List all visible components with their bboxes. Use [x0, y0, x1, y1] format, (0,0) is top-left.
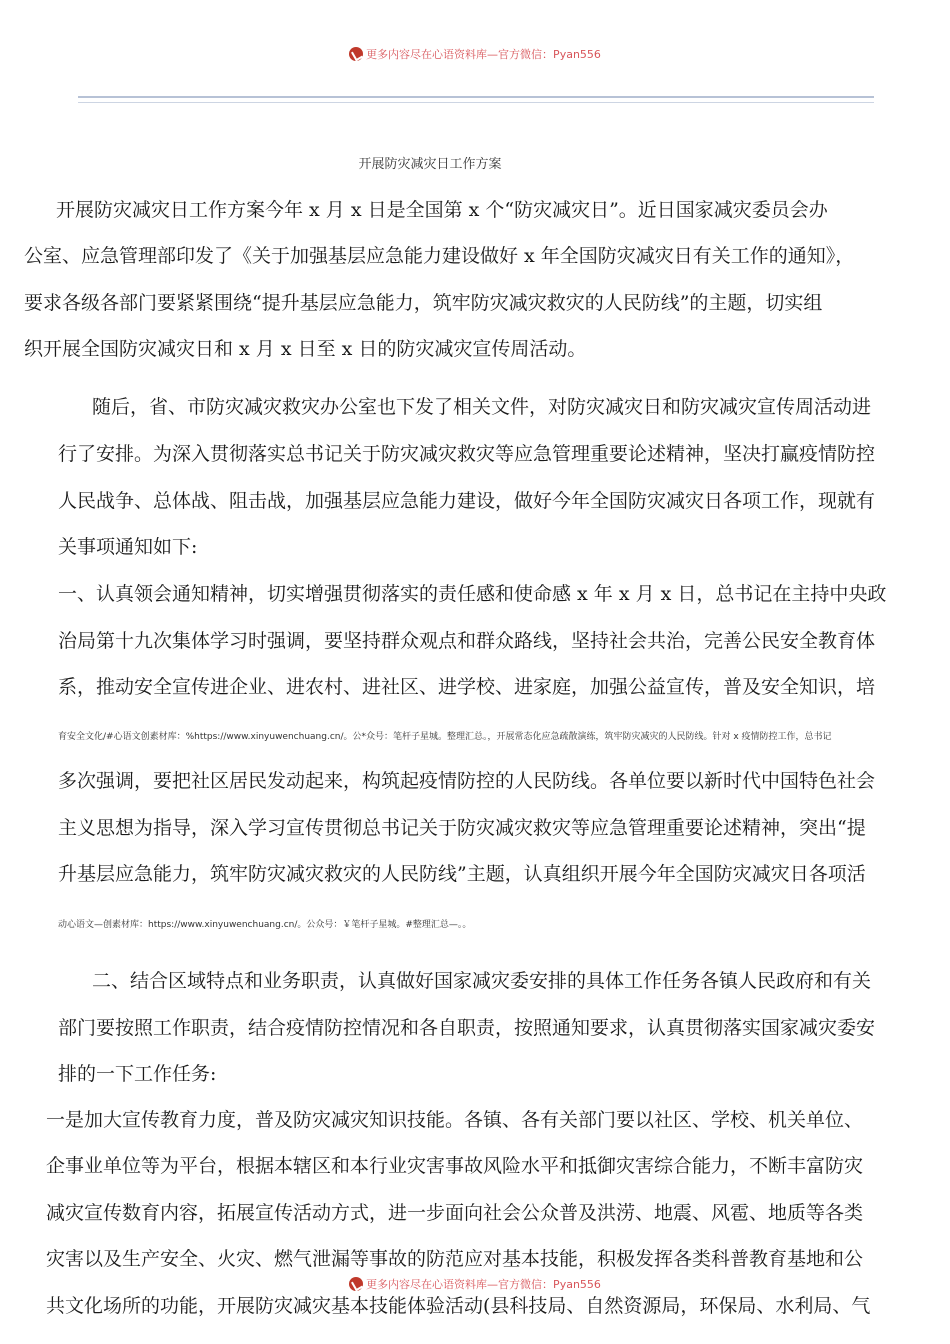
- paragraph-line: 系，推动安全宣传进企业、进农村、进社区、进学校、进家庭，加强公益宣传，普及安全知识，培: [58, 676, 876, 698]
- paragraph-line: 开展防灾减灾日工作方案今年 x 月 x 日是全国第 x 个“防灾减灾日”。近日国家减灾委员会办: [56, 199, 828, 221]
- paragraph-line: 公室、应急管理部印发了《关于加强基层应急能力建设做好 x 年全国防灾减灾日有关工作的通知》，: [24, 245, 855, 267]
- paragraph-line: 随后，省、市防灾减灾救灾办公室也下发了相关文件，对防灾减灾日和防灾减灾宣传周活动进: [92, 396, 872, 418]
- document-title: 开展防灾减灾日工作方案: [358, 157, 502, 172]
- paragraph-line: 一、认真领会通知精神，切实增强贯彻落实的责任感和使命感 x 年 x 月 x 日，总书记在主持中央政: [58, 583, 887, 605]
- logo-icon: [349, 1277, 363, 1291]
- paragraph-line: 治局第十九次集体学习时强调，要坚持群众观点和群众路线，坚持社会共治，完善公民安全教育体: [58, 630, 876, 652]
- logo-icon: [349, 47, 363, 61]
- paragraph-line: 企事业单位等为平台，根据本辖区和本行业灾害事故风险水平和抵御灾害综合能力，不断丰富防灾: [46, 1155, 864, 1177]
- source-note: 动心语文—创素材库：https://www.xinyuwenchuang.cn/。公众号：￥笔杆子星城。#整理汇总—。。: [58, 920, 472, 930]
- paragraph-line: 升基层应急能力，筑牢防灾减灾救灾的人民防线”主题，认真组织开展今年全国防灾减灾日各项活: [58, 863, 866, 885]
- paragraph-line: 关事项通知如下:: [58, 536, 198, 558]
- paragraph-line: 排的一下工作任务:: [58, 1063, 217, 1085]
- watermark-text: 更多内容尽在心语资料库—官方微信：Pyan556: [366, 1278, 601, 1291]
- source-note: 育安全文化/#心语文创素材库：%https://www.xinyuwenchuang.cn/。公*众号：笔杆子星城。整理汇总。，开展常态化应急疏散演练，筑牢防灾减灾的人民防线。针对 x 疫情防控工作，总书记: [58, 732, 832, 742]
- watermark-text: 更多内容尽在心语资料库—官方微信：Pyan556: [366, 48, 601, 61]
- paragraph-line: 部门要按照工作职责，结合疫情防控情况和各自职责，按照通知要求，认真贯彻落实国家减灾委安: [58, 1017, 876, 1039]
- top-watermark: [0, 46, 950, 62]
- paragraph-line: 行了安排。为深入贯彻落实总书记关于防灾减灾救灾等应急管理重要论述精神，坚决打赢疫情防控: [58, 443, 876, 465]
- paragraph-line: 二、结合区域特点和业务职责，认真做好国家减灾委安排的具体工作任务各镇人民政府和有关: [92, 970, 872, 992]
- header-divider: [78, 96, 874, 103]
- paragraph-line: 织开展全国防灾减灾日和 x 月 x 日至 x 日的防灾减灾宣传周活动。: [24, 338, 587, 360]
- paragraph-line: 减灾宣传数育内容，拓展宣传活动方式，进一步面向社会公众普及洪涝、地震、风雹、地质等各类: [46, 1202, 864, 1224]
- paragraph-line: 多次强调，要把社区居民发动起来，构筑起疫情防控的人民防线。各单位要以新时代中国特色社会: [58, 770, 876, 792]
- bottom-watermark: [0, 1276, 950, 1292]
- paragraph-line: 共文化场所的功能，开展防灾减灾基本技能体验活动(县科技局、自然资源局，环保局、水利局、气: [46, 1295, 871, 1317]
- paragraph-line: 要求各级各部门要紧紧围绕“提升基层应急能力，筑牢防灾减灾救灾的人民防线”的主题，切实组: [24, 292, 823, 314]
- paragraph-line: 主义思想为指导，深入学习宣传贯彻总书记关于防灾减灾救灾等应急管理重要论述精神，突出“提: [58, 817, 866, 839]
- paragraph-line: 灾害以及生产安全、火灾、燃气泄漏等事故的防范应对基本技能，积极发挥各类科普教育基地和公: [46, 1248, 864, 1270]
- paragraph-line: 一是加大宣传教育力度，普及防灾减灾知识技能。各镇、各有关部门要以社区、学校、机关单位、: [46, 1109, 864, 1131]
- paragraph-line: 人民战争、总体战、阻击战，加强基层应急能力建设，做好今年全国防灾减灾日各项工作，现就有: [58, 490, 876, 512]
